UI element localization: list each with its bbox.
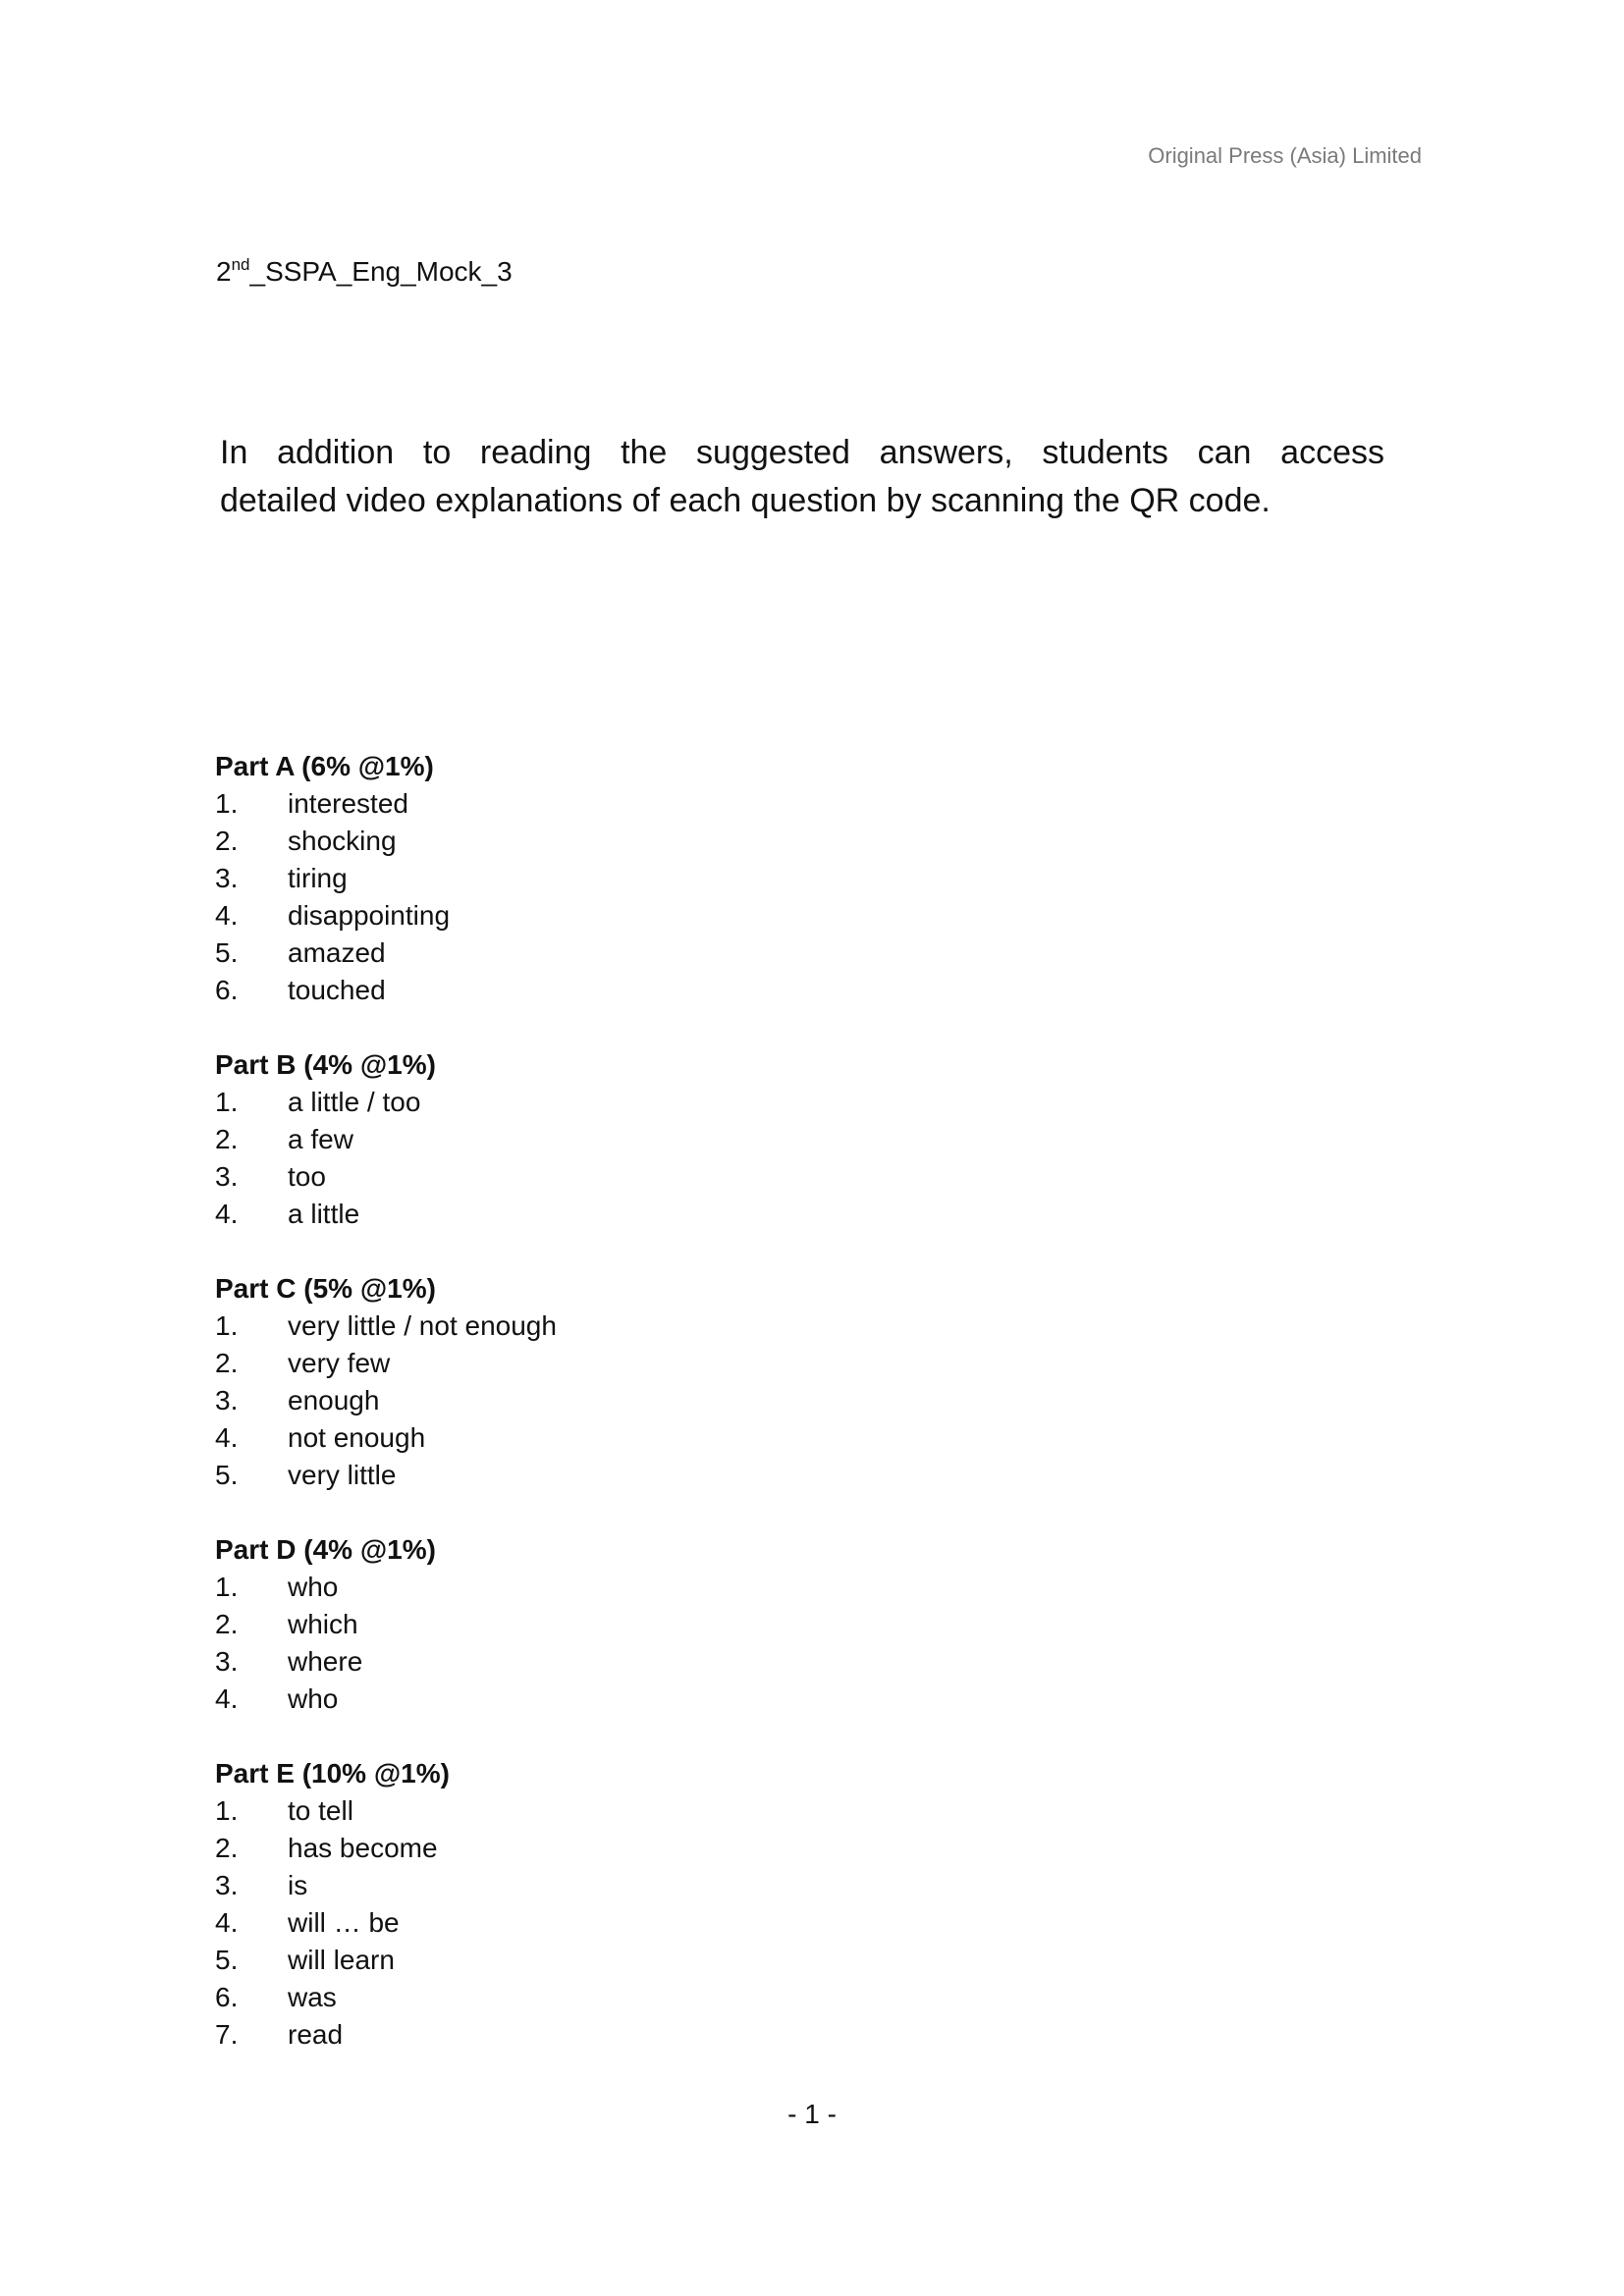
answer-section [215, 1046, 557, 1233]
section-title: Part B (4% @1%) [215, 1049, 436, 1080]
answer-item [215, 1457, 557, 1494]
answer-text: a little / too [288, 1087, 421, 1117]
answer-item [215, 2016, 557, 2054]
answer-text: too [288, 1161, 326, 1192]
answer-item [215, 1904, 557, 1942]
document-code-rest: _SSPA_Eng_Mock_3 [249, 256, 513, 287]
answer-item [215, 823, 557, 860]
section-title: Part C (5% @1%) [215, 1273, 436, 1304]
answer-number: 6. [215, 975, 239, 1005]
answer-text: very little [288, 1460, 397, 1490]
answer-number: 4. [215, 900, 239, 931]
answer-number: 2. [215, 1833, 239, 1863]
answer-item [215, 860, 557, 897]
answer-text: has become [288, 1833, 438, 1863]
answer-number: 4. [215, 1199, 239, 1229]
answer-item [215, 1084, 557, 1121]
answer-text: amazed [288, 937, 386, 968]
answer-text: is [288, 1870, 308, 1900]
answer-text: tiring [288, 863, 348, 893]
section-title: Part A (6% @1%) [215, 751, 434, 781]
answer-text: who [288, 1572, 339, 1602]
answer-number: 2. [215, 1124, 239, 1154]
answer-item [215, 1830, 557, 1867]
answer-number: 3. [215, 863, 239, 893]
answer-number: 7. [215, 2019, 239, 2050]
intro-paragraph [220, 429, 1384, 525]
answer-number: 3. [215, 1385, 239, 1415]
answer-number: 3. [215, 1870, 239, 1900]
document-code-superscript: nd [231, 255, 250, 274]
answer-item [215, 1158, 557, 1196]
answer-text: which [288, 1609, 358, 1639]
answer-text: a few [288, 1124, 353, 1154]
answer-number: 2. [215, 826, 239, 856]
answer-number: 3. [215, 1161, 239, 1192]
answer-number: 5. [215, 1945, 239, 1975]
answer-number: 4. [215, 1683, 239, 1714]
answer-section [215, 748, 557, 1009]
answer-key [215, 748, 557, 2091]
page-number: - 1 - [787, 2099, 837, 2129]
answer-text: not enough [288, 1422, 426, 1453]
answer-text: where [288, 1646, 363, 1677]
answer-number: 1. [215, 1795, 239, 1826]
answer-text: was [288, 1982, 337, 2012]
intro-line-2: detailed video explanations of each question by scanning the QR code. [220, 482, 1271, 519]
answer-item [215, 1681, 557, 1718]
answer-text: to tell [288, 1795, 353, 1826]
intro-line-1: In addition to reading the suggested answers, students can access [220, 434, 1384, 471]
answer-item [215, 1979, 557, 2016]
document-code-base: 2 [216, 256, 232, 287]
answer-item [215, 1345, 557, 1382]
answer-item [215, 1792, 557, 1830]
answer-item [215, 1942, 557, 1979]
answer-number: 2. [215, 1348, 239, 1378]
answer-item [215, 897, 557, 934]
answer-text: interested [288, 788, 408, 819]
answer-item [215, 1196, 557, 1233]
answer-number: 4. [215, 1907, 239, 1938]
answer-item [215, 1121, 557, 1158]
answer-item [215, 1643, 557, 1681]
answer-item [215, 1419, 557, 1457]
answer-text: will learn [288, 1945, 395, 1975]
answer-number: 1. [215, 1087, 239, 1117]
answer-number: 6. [215, 1982, 239, 2012]
answer-number: 1. [215, 788, 239, 819]
answer-text: read [288, 2019, 344, 2050]
answer-item [215, 1606, 557, 1643]
answer-text: a little [288, 1199, 360, 1229]
answer-text: shocking [288, 826, 397, 856]
section-title: Part D (4% @1%) [215, 1534, 436, 1565]
answer-number: 2. [215, 1609, 239, 1639]
answer-item [215, 1382, 557, 1419]
document-code [216, 255, 513, 288]
answer-text: disappointing [288, 900, 451, 931]
answer-section [215, 1755, 557, 2054]
answer-number: 5. [215, 937, 239, 968]
answer-number: 5. [215, 1460, 239, 1490]
answer-item [215, 1867, 557, 1904]
section-title: Part E (10% @1%) [215, 1758, 450, 1789]
answer-number: 4. [215, 1422, 239, 1453]
answer-text: very little / not enough [288, 1310, 557, 1341]
answer-text: who [288, 1683, 339, 1714]
publisher-name: Original Press (Asia) Limited [1148, 143, 1422, 168]
answer-text: touched [288, 975, 386, 1005]
answer-number: 3. [215, 1646, 239, 1677]
answer-item [215, 785, 557, 823]
answer-section [215, 1531, 557, 1718]
answer-item [215, 934, 557, 972]
answer-item [215, 1308, 557, 1345]
answer-text: very few [288, 1348, 391, 1378]
answer-number: 1. [215, 1310, 239, 1341]
answer-text: enough [288, 1385, 380, 1415]
answer-text: will … be [288, 1907, 400, 1938]
answer-number: 1. [215, 1572, 239, 1602]
answer-item [215, 972, 557, 1009]
answer-section [215, 1270, 557, 1494]
answer-item [215, 1569, 557, 1606]
